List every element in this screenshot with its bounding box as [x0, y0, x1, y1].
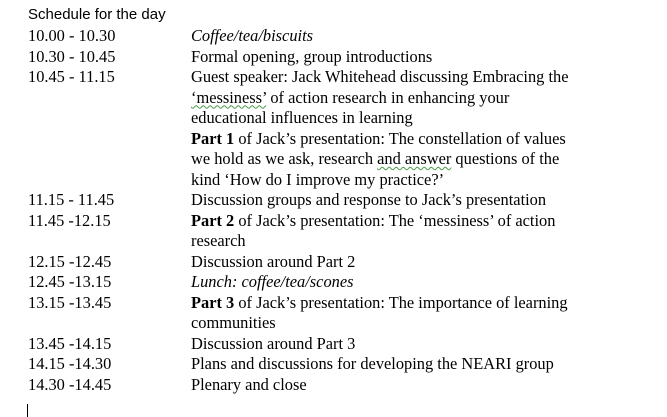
schedule-item: [0, 272, 667, 293]
schedule-description: [191, 272, 661, 293]
part-label: Part 2: [191, 210, 235, 230]
description-line: [191, 252, 661, 273]
schedule-title: Schedule for the day: [28, 6, 166, 23]
description-line: [191, 293, 661, 314]
description-text: kind ‘How do I improve my practice?’: [191, 169, 445, 189]
description-line: [191, 26, 661, 47]
description-text: Discussion around Part 2: [191, 251, 356, 271]
schedule-time: 12.45 -13.15: [28, 272, 112, 291]
description-text: of Jack’s presentation: The constellation of values: [234, 128, 566, 148]
part-label: Part 3: [191, 292, 235, 312]
description-text: questions of the: [451, 149, 560, 168]
schedule-time: 10.00 - 10.30: [28, 26, 116, 45]
description-line: [191, 231, 661, 252]
description-text: of action research in enhancing your: [266, 87, 510, 107]
schedule-description: [191, 354, 661, 375]
schedule-item: [0, 190, 667, 211]
description-text: research: [191, 231, 246, 250]
schedule-description: [191, 211, 661, 252]
schedule-item: [0, 26, 667, 47]
description-text: Lunch: coffee/tea/scones: [191, 272, 354, 291]
schedule-item: [0, 375, 667, 396]
schedule-item: [0, 354, 667, 375]
schedule-item: [0, 293, 667, 334]
schedule-description: [191, 190, 661, 211]
description-line: [191, 375, 661, 396]
description-line: [191, 47, 661, 68]
description-line: [191, 170, 661, 191]
schedule-time: 11.15 - 11.45: [28, 190, 115, 209]
description-text: of Jack’s presentation: The importance of learning: [234, 292, 568, 312]
schedule-description: [191, 334, 661, 355]
description-line: [191, 88, 661, 109]
schedule-time: 14.30 -14.45: [28, 374, 112, 394]
description-text: Coffee/tea/biscuits: [191, 26, 314, 45]
description-text: Plenary and close: [191, 374, 307, 394]
description-line: [191, 67, 661, 88]
schedule-description: [191, 67, 661, 190]
schedule-time: 12.15 -12.45: [28, 251, 112, 271]
description-line: [191, 313, 661, 334]
description-line: [191, 108, 661, 129]
description-text: we hold as we ask, research: [191, 149, 378, 168]
part-label: Part 1: [191, 128, 235, 148]
description-text: of Jack’s presentation: The ‘messiness’ of action: [234, 210, 556, 230]
schedule-description: [191, 375, 661, 396]
schedule-time: 13.15 -13.45: [28, 292, 112, 312]
description-text: ‘messiness’: [191, 87, 267, 107]
description-line: [191, 211, 661, 232]
schedule-time: 14.15 -14.30: [28, 354, 112, 373]
schedule-item: [0, 67, 667, 190]
description-text: communities: [191, 313, 276, 332]
schedule-time: 10.45 - 11.15: [28, 67, 115, 86]
schedule-item: [0, 211, 667, 252]
description-text: Discussion groups and response to Jack’s presentation: [191, 190, 547, 209]
schedule-item: [0, 47, 667, 68]
description-text: Discussion around Part 3: [191, 333, 356, 353]
description-line: [191, 354, 661, 375]
schedule-item: [0, 252, 667, 273]
schedule-description: [191, 26, 661, 47]
schedule-description: [191, 252, 661, 273]
description-text: Formal opening, group introductions: [191, 46, 433, 66]
description-text: Guest speaker: Jack Whitehead discussing Embracing the: [191, 67, 569, 86]
description-text: educational influences in learning: [191, 108, 413, 127]
schedule-time: 11.45 -12.15: [28, 210, 111, 230]
schedule-time: 10.30 - 10.45: [28, 46, 116, 66]
description-line: [191, 272, 661, 293]
text-cursor: [27, 404, 28, 417]
schedule-time: 13.45 -14.15: [28, 333, 112, 353]
description-text: Plans and discussions for developing the NEARI group: [191, 354, 554, 373]
schedule-description: [191, 293, 661, 334]
schedule-item: [0, 334, 667, 355]
description-line: [191, 149, 661, 170]
description-line: [191, 334, 661, 355]
description-line: [191, 129, 661, 150]
schedule-description: [191, 47, 661, 68]
description-text: and answer: [377, 149, 452, 168]
description-line: [191, 190, 661, 211]
